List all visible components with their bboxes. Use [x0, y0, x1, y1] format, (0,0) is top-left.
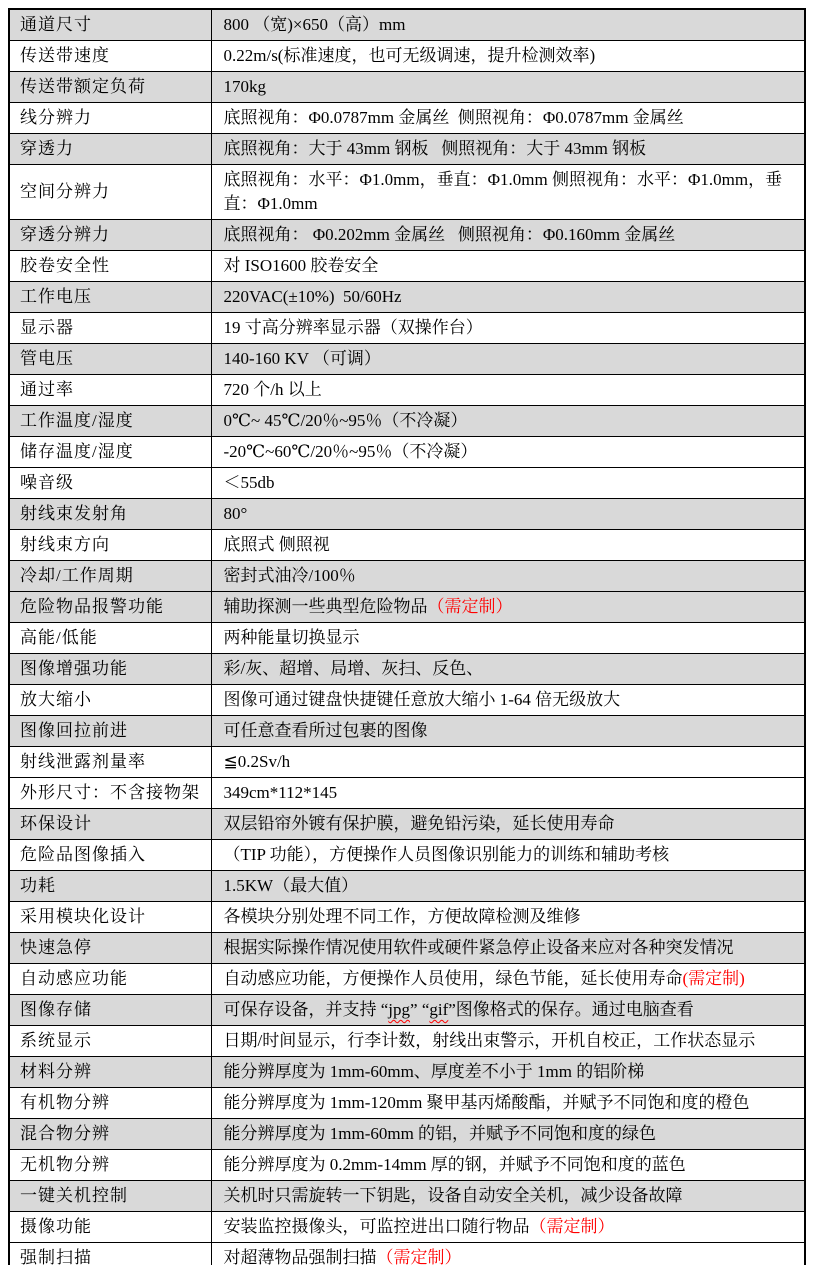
spec-row — [9, 964, 805, 995]
value-text: 对 ISO1600 胶卷安全 — [223, 256, 379, 275]
spec-row — [9, 1212, 805, 1243]
spec-label-cell: 工作温度/湿度 — [9, 406, 211, 437]
spec-label-cell: 环保设计 — [9, 809, 211, 840]
spec-row — [9, 220, 805, 251]
spec-value-cell — [211, 778, 805, 809]
spec-value-cell — [211, 840, 805, 871]
value-text: 720 个/h 以上 — [223, 380, 322, 399]
spec-value-cell — [211, 1088, 805, 1119]
value-text: 1.5KW（最大值） — [223, 876, 359, 895]
spec-value-cell — [211, 623, 805, 654]
spec-label-cell: 显示器 — [9, 313, 211, 344]
spec-value-cell — [211, 561, 805, 592]
value-text: 双层铅帘外镀有保护膜，避免铅污染，延长使用寿命 — [223, 814, 615, 833]
spec-label-cell: 采用模块化设计 — [9, 902, 211, 933]
spec-value-cell — [211, 103, 805, 134]
value-text: -20℃~60℃/20％~95％（不冷凝） — [223, 442, 478, 461]
spec-value-cell — [211, 165, 805, 220]
spec-row — [9, 313, 805, 344]
spec-label-cell: 危险物品报警功能 — [9, 592, 211, 623]
spec-value-cell — [211, 1243, 805, 1265]
value-text: 底照视角：Φ0.0787mm 金属丝 侧照视角：Φ0.0787mm 金属丝 — [223, 108, 684, 127]
spec-label-cell: 胶卷安全性 — [9, 251, 211, 282]
value-text: 底照式 侧照视 — [223, 535, 330, 554]
spec-label-cell: 危险品图像插入 — [9, 840, 211, 871]
spec-value-cell — [211, 1181, 805, 1212]
spec-label-cell: 材料分辨 — [9, 1057, 211, 1088]
value-text: 底照视角：水平：Φ1.0mm，垂直：Φ1.0mm 侧照视角：水平：Φ1.0mm，垂直：Φ1.0mm — [223, 170, 783, 213]
value-text: ＜55db — [223, 473, 275, 492]
spec-row — [9, 1088, 805, 1119]
value-text: ≦0.2Sv/h — [223, 752, 291, 771]
value-text: 底照视角： Φ0.202mm 金属丝 侧照视角：Φ0.160mm 金属丝 — [223, 225, 676, 244]
value-text: 底照视角：大于 43mm 钢板 侧照视角：大于 43mm 钢板 — [223, 139, 647, 158]
spec-value-cell — [211, 282, 805, 313]
value-text: 800 （宽)×650（高）mm — [223, 15, 406, 34]
value-text: 0.22m/s(标准速度，也可无级调速，提升检测效率) — [223, 46, 596, 65]
spec-row — [9, 685, 805, 716]
spec-row — [9, 592, 805, 623]
spec-row — [9, 9, 805, 41]
value-text: 能分辨厚度为 1mm-120mm 聚甲基丙烯酸酯，并赋予不同饱和度的橙色 — [223, 1093, 750, 1112]
spec-row — [9, 530, 805, 561]
spec-row — [9, 1057, 805, 1088]
value-text: 图像可通过键盘快捷键任意放大缩小 1-64 倍无级放大 — [223, 690, 621, 709]
spec-value-cell — [211, 220, 805, 251]
spec-label-cell: 空间分辨力 — [9, 165, 211, 220]
spec-value-cell — [211, 933, 805, 964]
spec-label-cell: 传送带额定负荷 — [9, 72, 211, 103]
spec-value-cell — [211, 871, 805, 902]
spec-value-cell — [211, 964, 805, 995]
value-text: 彩/灰、超增、局增、灰扫、反色、 — [223, 659, 484, 678]
value-text: 能分辨厚度为 1mm-60mm 的铝，并赋予不同饱和度的绿色 — [223, 1124, 657, 1143]
value-text: （TIP 功能），方便操作人员图像识别能力的训练和辅助考核 — [223, 845, 670, 864]
value-text: 170kg — [223, 77, 266, 96]
spec-value-cell — [211, 995, 805, 1026]
spec-row — [9, 809, 805, 840]
spec-row — [9, 1026, 805, 1057]
spec-value-cell — [211, 344, 805, 375]
spec-label-cell: 工作电压 — [9, 282, 211, 313]
spec-value-cell — [211, 902, 805, 933]
value-text: 日期/时间显示，行李计数，射线出束警示，开机自校正，工作状态显示 — [223, 1031, 756, 1050]
value-text: 根据实际操作情况使用软件或硬件紧急停止设备来应对各种突发情况 — [223, 938, 734, 957]
spec-value-cell — [211, 437, 805, 468]
spec-label-cell: 射线束发射角 — [9, 499, 211, 530]
spec-value-cell — [211, 1212, 805, 1243]
spec-row — [9, 654, 805, 685]
spec-label-cell: 系统显示 — [9, 1026, 211, 1057]
spec-row — [9, 995, 805, 1026]
spec-value-cell — [211, 499, 805, 530]
spec-label-cell: 射线泄露剂量率 — [9, 747, 211, 778]
value-text: 0℃~ 45℃/20％~95％（不冷凝） — [223, 411, 468, 430]
spec-label-cell: 无机物分辨 — [9, 1150, 211, 1181]
spec-label-cell: 功耗 — [9, 871, 211, 902]
spec-value-cell — [211, 1119, 805, 1150]
spec-label-cell: 强制扫描 — [9, 1243, 211, 1265]
spec-value-cell — [211, 530, 805, 561]
spec-label-cell: 图像存储 — [9, 995, 211, 1026]
spellcheck-word: gif — [429, 1000, 449, 1019]
value-text: 对超薄物品强制扫描 — [223, 1248, 377, 1265]
value-text: 220VAC(±10%) 50/60Hz — [223, 287, 402, 306]
spec-label-cell: 冷却/工作周期 — [9, 561, 211, 592]
custom-required-note: （需定制） — [427, 597, 513, 616]
spec-row — [9, 747, 805, 778]
spec-value-cell — [211, 1057, 805, 1088]
spec-row — [9, 282, 805, 313]
spec-row — [9, 1150, 805, 1181]
spec-table-body — [9, 9, 805, 1265]
value-text: 安装监控摄像头，可监控进出口随行物品 — [223, 1217, 530, 1236]
spec-value-cell — [211, 134, 805, 165]
spec-row — [9, 375, 805, 406]
spec-value-cell — [211, 41, 805, 72]
spec-row — [9, 134, 805, 165]
value-text: 密封式油冷/100％ — [223, 566, 356, 585]
spec-label-cell: 噪音级 — [9, 468, 211, 499]
spec-label-cell: 穿透力 — [9, 134, 211, 165]
spec-label-cell: 射线束方向 — [9, 530, 211, 561]
spec-value-cell — [211, 9, 805, 41]
spec-label-cell: 穿透分辨力 — [9, 220, 211, 251]
spec-label-cell: 通道尺寸 — [9, 9, 211, 41]
spec-value-cell — [211, 654, 805, 685]
spec-row — [9, 716, 805, 747]
spec-value-cell — [211, 716, 805, 747]
spec-label-cell: 一键关机控制 — [9, 1181, 211, 1212]
spec-label-cell: 放大缩小 — [9, 685, 211, 716]
spec-value-cell — [211, 375, 805, 406]
spec-value-cell — [211, 1150, 805, 1181]
value-text: 140-160 KV （可调） — [223, 349, 381, 368]
spec-value-cell — [211, 747, 805, 778]
spec-label-cell: 通过率 — [9, 375, 211, 406]
spec-row — [9, 406, 805, 437]
custom-required-note: （需定制） — [529, 1217, 615, 1236]
spec-value-cell — [211, 809, 805, 840]
spec-label-cell: 自动感应功能 — [9, 964, 211, 995]
spec-label-cell: 储存温度/湿度 — [9, 437, 211, 468]
value-text: ” “ — [410, 1000, 430, 1019]
value-text: 可任意查看所过包裹的图像 — [223, 721, 428, 740]
value-text: 两种能量切换显示 — [223, 628, 360, 647]
spec-row — [9, 344, 805, 375]
spec-label-cell: 混合物分辨 — [9, 1119, 211, 1150]
value-text: 19 寸高分辨率显示器（双操作台） — [223, 318, 483, 337]
spec-row — [9, 933, 805, 964]
spec-label-cell: 管电压 — [9, 344, 211, 375]
spec-row — [9, 468, 805, 499]
spec-table — [8, 8, 806, 1265]
spec-row — [9, 1181, 805, 1212]
spec-value-cell — [211, 592, 805, 623]
custom-required-note: (需定制) — [682, 969, 745, 988]
spec-row — [9, 871, 805, 902]
spec-row — [9, 778, 805, 809]
custom-required-note: （需定制） — [376, 1248, 462, 1265]
spec-row — [9, 499, 805, 530]
spec-row — [9, 840, 805, 871]
value-text: 各模块分别处理不同工作，方便故障检测及维修 — [223, 907, 581, 926]
spec-row — [9, 902, 805, 933]
spec-label-cell: 线分辨力 — [9, 103, 211, 134]
spec-value-cell — [211, 72, 805, 103]
spec-row — [9, 437, 805, 468]
spec-label-cell: 图像增强功能 — [9, 654, 211, 685]
spec-row — [9, 72, 805, 103]
value-text: 能分辨厚度为 0.2mm-14mm 厚的钢，并赋予不同饱和度的蓝色 — [223, 1155, 686, 1174]
spec-row — [9, 1119, 805, 1150]
value-text: 80° — [223, 504, 248, 523]
spec-row — [9, 251, 805, 282]
spec-label-cell: 摄像功能 — [9, 1212, 211, 1243]
spec-label-cell: 外形尺寸：不含接物架 — [9, 778, 211, 809]
spec-row — [9, 41, 805, 72]
value-text: ”图像格式的保存。通过电脑查看 — [448, 1000, 694, 1019]
spec-row — [9, 103, 805, 134]
spec-row — [9, 561, 805, 592]
value-text: 辅助探测一些典型危险物品 — [223, 597, 428, 616]
spec-value-cell — [211, 406, 805, 437]
spec-value-cell — [211, 251, 805, 282]
value-text: 关机时只需旋转一下钥匙，设备自动安全关机，减少设备故障 — [223, 1186, 683, 1205]
spec-value-cell — [211, 313, 805, 344]
spec-value-cell — [211, 468, 805, 499]
spec-label-cell: 高能/低能 — [9, 623, 211, 654]
spec-label-cell: 快速急停 — [9, 933, 211, 964]
value-text: 自动感应功能，方便操作人员使用，绿色节能，延长使用寿命 — [223, 969, 683, 988]
spec-label-cell: 有机物分辨 — [9, 1088, 211, 1119]
spellcheck-word: jpg — [388, 1000, 411, 1019]
spec-value-cell — [211, 1026, 805, 1057]
value-text: 349cm*112*145 — [223, 783, 338, 802]
value-text: 能分辨厚度为 1mm-60mm、厚度差不小于 1mm 的铝阶梯 — [223, 1062, 645, 1081]
spec-row — [9, 165, 805, 220]
value-text: 可保存设备，并支持 “ — [223, 1000, 389, 1019]
spec-value-cell — [211, 685, 805, 716]
spec-row — [9, 1243, 805, 1265]
spec-row — [9, 623, 805, 654]
spec-label-cell: 图像回拉前进 — [9, 716, 211, 747]
spec-label-cell: 传送带速度 — [9, 41, 211, 72]
